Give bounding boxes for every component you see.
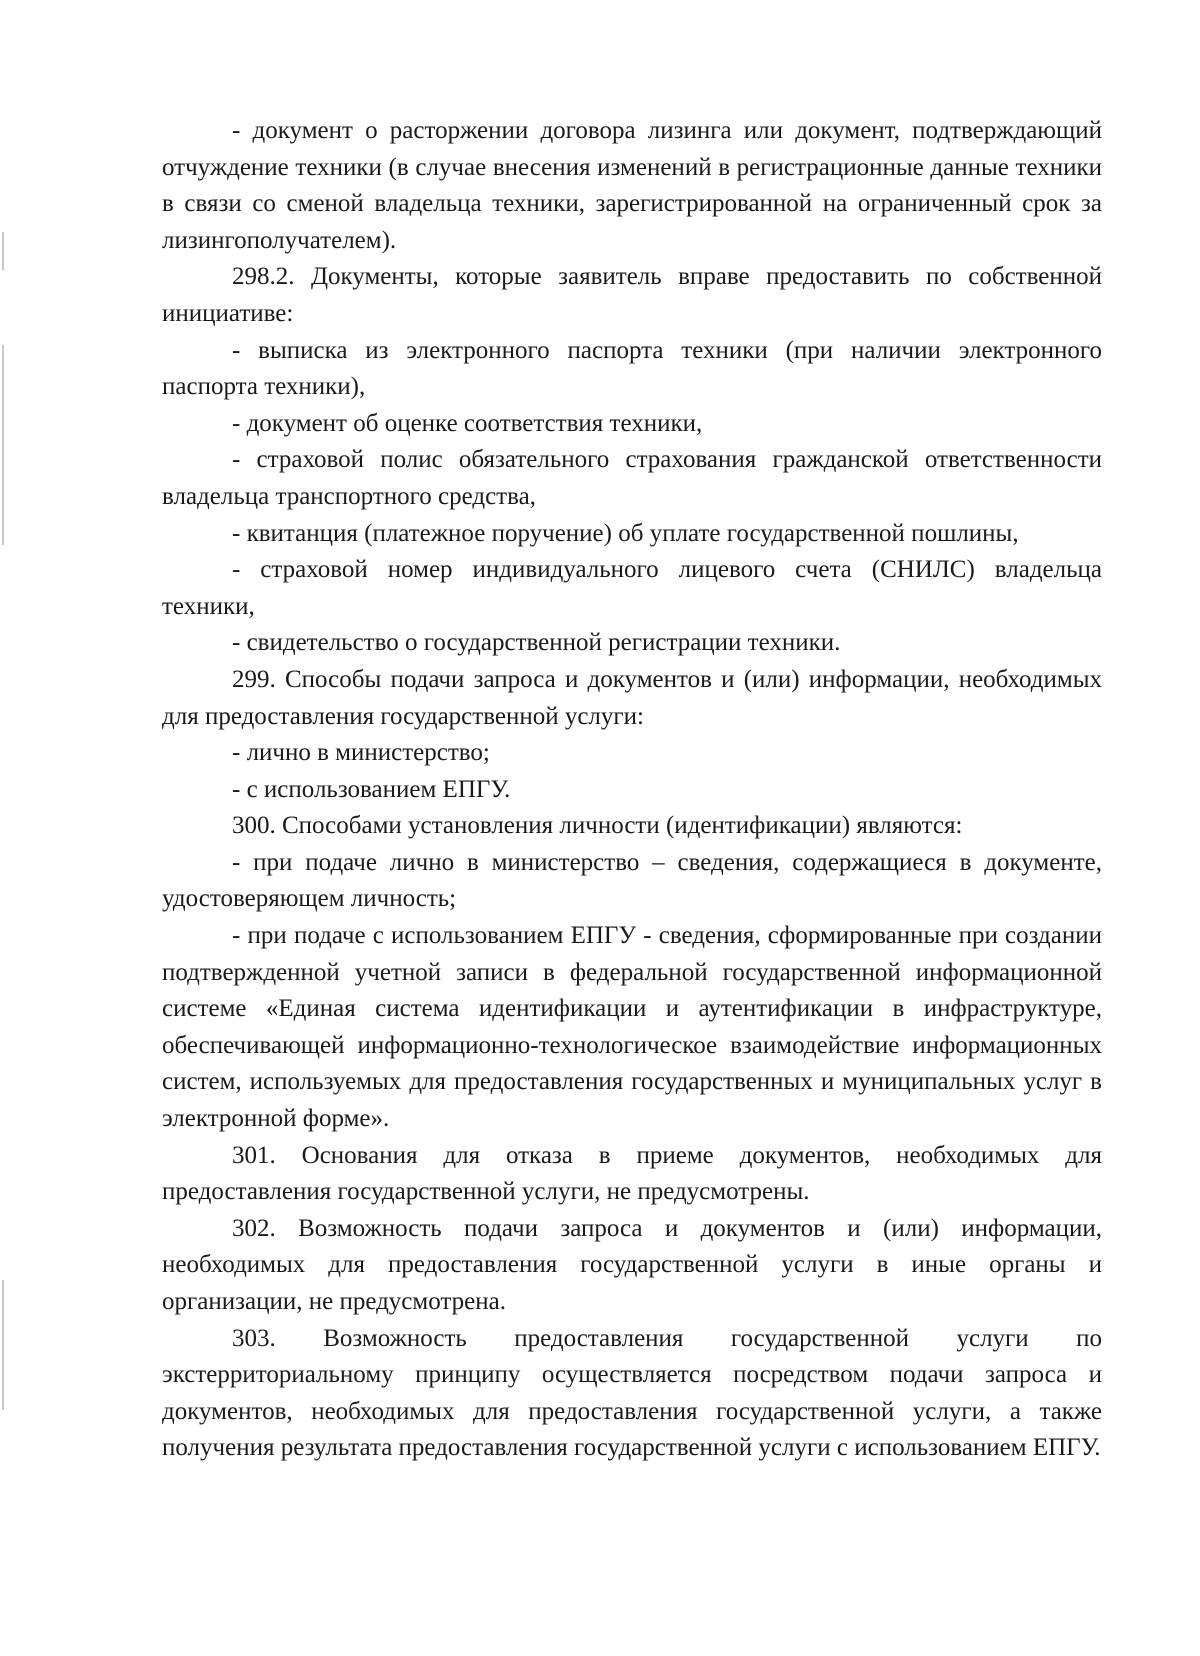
- list-item-state-fee-receipt: - квитанция (платежное поручение) об уплате государственной пошлины,: [232, 519, 1019, 547]
- paragraph-301: 301. Основания для отказа в приеме документов, необходимых для предоставления государственной услуги, не предусмотрены.: [162, 1141, 1102, 1206]
- paragraph-300: 300. Способами установления личности (идентификации) являются:: [232, 812, 963, 840]
- list-item-epgu: - с использованием ЕПГУ.: [232, 775, 511, 803]
- list-item-in-person: - лично в министерство;: [232, 739, 490, 767]
- list-item-snils: - страховой номер индивидуального лицевого счета (СНИЛС) владельца техники,: [162, 556, 1102, 620]
- list-item-identity-in-person: - при подаче лично в министерство – сведения, содержащиеся в документе, удостоверяющем личность;: [162, 848, 1102, 913]
- list-item-electronic-passport: - выписка из электронного паспорта техники (при наличии электронного паспорта техники),: [162, 336, 1102, 401]
- paragraph-299: 299. Способы подачи запроса и документов и (или) информации, необходимых для предоставления государственной услуги:: [162, 665, 1102, 730]
- paragraph-303: 303. Возможность предоставления государственной услуги по экстерриториальному принципу осуществляется посредством подачи запроса и документов, необходимых для предоставления государственной услуги, а также получения результата предоставления государственной услуги с использованием ЕПГУ.: [162, 1324, 1102, 1462]
- paragraph-302: 302. Возможность подачи запроса и документов и (или) информации, необходимых для предоставления государственной услуги в иные органы и организации, не предусмотрена.: [162, 1214, 1102, 1315]
- list-item-conformity-assessment: - документ об оценке соответствия техники,: [232, 409, 703, 437]
- scan-edge-mark: [2, 345, 4, 545]
- list-item-insurance-policy: - страховой полис обязательного страхования гражданской ответственности владельца транспортного средства,: [162, 446, 1102, 510]
- document-body: [162, 113, 1102, 1467]
- list-item-identity-epgu: - при подаче с использованием ЕПГУ - сведения, сформированные при создании подтвержденной учетной записи в федеральной государственной информационной системе «Единая система идентификации и аутентификации в инфраструктуре, обеспечивающей информационно-технологическое взаимодействие информационных систем, используемых для предоставления государственных и муниципальных услуг в электронной форме».: [162, 922, 1102, 1133]
- list-item-registration-certificate: - свидетельство о государственной регистрации техники.: [232, 629, 841, 657]
- paragraph-leasing-termination: - документ о расторжении договора лизинга или документ, подтверждающий отчуждение техники (в случае внесения изменений в регистрационные данные техники в связи со сменой владельца техники, зарегистрированной на ограниченный срок за лизингополучателем).: [162, 117, 1102, 254]
- scan-edge-mark: [2, 232, 4, 270]
- paragraph-298-2: 298.2. Документы, которые заявитель вправе предоставить по собственной инициативе:: [162, 263, 1102, 327]
- scan-edge-mark: [2, 1280, 4, 1410]
